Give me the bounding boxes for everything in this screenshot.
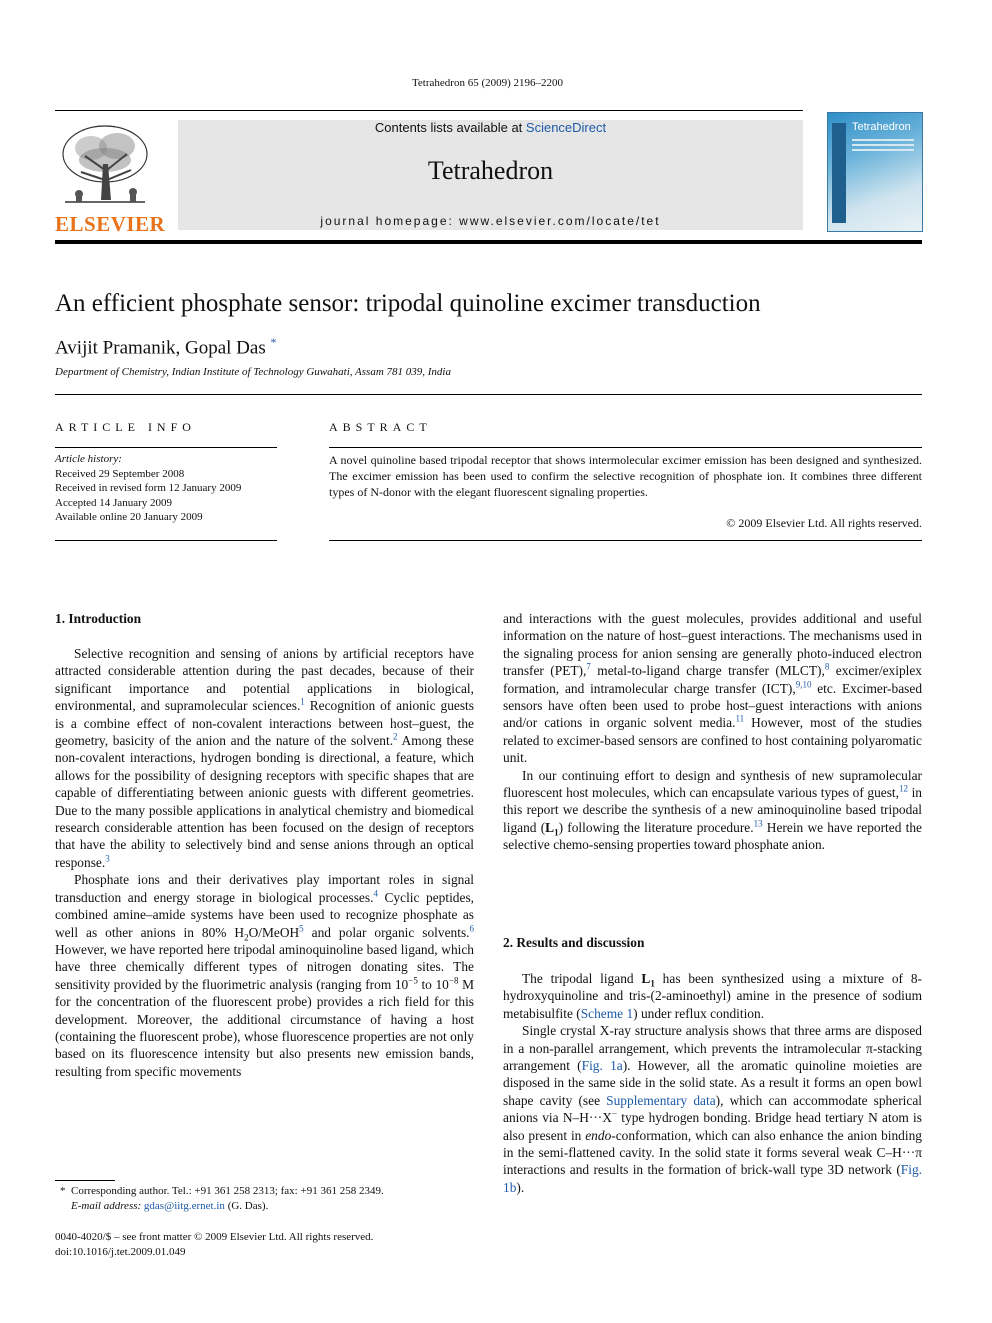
ref-link[interactable]: 11 <box>735 713 745 724</box>
ref-link[interactable]: 13 <box>753 818 763 829</box>
abstract-copyright: © 2009 Elsevier Ltd. All rights reserved. <box>726 516 922 530</box>
issn-line: 0040-4020/$ – see front matter © 2009 Elsevier Ltd. All rights reserved. <box>55 1231 374 1243</box>
email-link[interactable]: gdas@iitg.ernet.in <box>143 1199 225 1212</box>
abstract-rule-bottom <box>329 540 922 541</box>
email-suffix: (G. Das). <box>224 1199 269 1212</box>
tree-icon <box>55 120 155 212</box>
cover-title: Tetrahedron <box>852 121 911 133</box>
section-heading-introduction: 1. Introduction <box>55 611 142 626</box>
article-history <box>55 452 241 525</box>
journal-homepage[interactable]: journal homepage: www.elsevier.com/locate/tet <box>320 214 661 228</box>
results-paragraph-1: The tripodal ligand $L_1$ has been synthesized using a mixture of 8-hydroxyquinoline and tris-(2-aminoethyl) amine in the presence of sodium metabisulfite (Scheme 1) under reflux condition. <box>503 971 922 1021</box>
sciencedirect-link[interactable]: ScienceDirect <box>525 120 607 135</box>
ref-link[interactable]: 4 <box>373 888 378 899</box>
footnote-mark: * <box>60 1185 66 1197</box>
figure-link[interactable]: Fig. 1b <box>503 1162 922 1195</box>
right-column-top <box>503 610 922 854</box>
contents-line <box>178 120 803 135</box>
history-online: Available online 20 January 2009 <box>55 511 203 523</box>
cover-lines <box>852 139 914 141</box>
ref-link[interactable]: 6 <box>469 923 475 934</box>
footnote-rule <box>55 1180 115 1181</box>
elsevier-logo <box>55 120 166 236</box>
history-received: Received 29 September 2008 <box>55 467 185 480</box>
article-info-heading: ARTICLE INFO <box>55 420 196 434</box>
intro-paragraph-4: In our continuing effort to design and synthesis of new supramolecular fluorescent host molecules, which can encapsulate various types of guest,$^{12}$ in this report we describe the synthesis of a new aminoquinoline based tripodal ligand $(L_1)$ following the literature procedure.$^{13}$ Herein we have reported the selective chemo-sensing properties toward phosphate anion. <box>503 767 922 853</box>
front-matter <box>55 1230 373 1259</box>
ref-link[interactable]: 2 <box>393 731 398 742</box>
abstract-rule-top <box>329 447 922 448</box>
article-info-rule-bottom <box>55 540 277 541</box>
ref-link[interactable]: 3 <box>105 853 110 864</box>
right-column-bottom <box>503 970 922 1196</box>
journal-title: Tetrahedron <box>427 156 554 185</box>
article-title: An efficient phosphate sensor: tripodal quinoline excimer transduction <box>55 290 761 317</box>
publisher-wordmark: ELSEVIER <box>55 212 166 236</box>
cover-bar <box>832 123 846 223</box>
scheme-link[interactable]: Scheme 1 <box>580 1005 634 1021</box>
history-label: Article history: <box>55 453 122 465</box>
supplementary-link[interactable]: Supplementary data <box>606 1092 716 1108</box>
corresponding-mark[interactable]: * <box>270 335 277 349</box>
footnote-contact: Corresponding author. Tel.: +91 361 258 2313; fax: +91 361 258 2349. <box>71 1185 384 1197</box>
doi-line[interactable]: doi:10.1016/j.tet.2009.01.049 <box>55 1245 186 1258</box>
ref-link[interactable]: 5 <box>299 923 304 934</box>
history-revised: Received in revised form 12 January 2009 <box>55 482 242 494</box>
journal-banner <box>178 120 803 230</box>
ref-link[interactable]: 1 <box>300 696 305 707</box>
corresponding-footnote <box>60 1184 384 1213</box>
authors <box>55 335 276 359</box>
ref-link[interactable]: 7 <box>586 661 591 672</box>
intro-paragraph-1: Selective recognition and sensing of anions by artificial receptors have attracted considerable attention during the past decades, because of their significant importance and potential applications in biological, environmental, and supramolecular sciences.$^1$ Recognition of anionic guests is a combine effect of non-covalent interactions between host–guest, the geometry, basicity of the anion and the nature of the solvent.$^2$ Among these non-covalent interactions, hydrogen bonding is directional, a feature, which allows for the possibility of designing receptors with specific shapes that are capable of differentiating between anionic guests with different geometries. Due to the many possible applications in analytical chemistry and biomedical research considerable attention has been focused on the design of receptors that have the ability to selectively bind and sense anions through an optical response.$^3$ <box>55 646 474 870</box>
results-paragraph-2: Single crystal X-ray structure analysis shows that three arms are disposed in a non-parallel arrangement, which prevents the intramolecular π-stacking arrangement (Fig. 1a). However, all the aromatic quinoline moieties are disposed in the same side in the solid state. As a result it forms an open bowl shape cavity (see Supplementary data), which can accommodate spherical anions via N–H···X− type hydrogen bonding. Bridge head tertiary N atom is also present in endo-conformation, which can also enhance the anion binding in the semi-flattened cavity. In the solid state it forms several weak C–H···π interactions and results in the formation of brick-wall type 3D network (Fig. 1b). <box>503 1023 922 1195</box>
section-heading-results: 2. Results and discussion <box>503 935 645 950</box>
affiliation: Department of Chemistry, Indian Institute of Technology Guwahati, Assam 781 039, India <box>55 366 451 378</box>
email-label: E-mail address: <box>71 1199 142 1212</box>
intro-paragraph-2: Phosphate ions and their derivatives play important roles in signal transduction and energy storage in biological processes.$^4$ Cyclic peptides, combined amine–amide systems have been used to recognize phosphate as well as other anions in 80% $H_2O/MeOH^5$ and polar organic solvents.$^6$ However, we have reported here tripodal aminoquinoline based ligand, which have three chemically different types of nitrogen donating sites. The sensitivity provided by the fluorimetric analysis (ranging from $10^{-5}$ to $10^{-8}$ M for the concentration of the fluorescent probe) provides a rich field for this development. Moreover, the additional circumstance of having a host (containing the fluorescent probe), whose fluorescence properties are not only based on its fluorescence intensity but also presents new emission bands, resulting from specific movements <box>55 872 475 1079</box>
title-rule <box>55 394 922 395</box>
abstract-heading: ABSTRACT <box>329 420 432 434</box>
left-column <box>55 645 474 1080</box>
figure-link[interactable]: Fig. 1a <box>581 1058 623 1074</box>
ref-link[interactable]: 12 <box>898 783 908 794</box>
journal-cover <box>827 112 923 232</box>
header-thick-rule <box>55 240 922 244</box>
author-names: Avijit Pramanik, Gopal Das <box>55 337 266 359</box>
article-info-rule-top <box>55 447 277 448</box>
ref-link[interactable]: 9,10 <box>795 679 812 690</box>
header-rule <box>55 110 803 111</box>
intro-paragraph-3: and interactions with the guest molecules, provides additional and useful information on the nature of host–guest interactions. The mechanisms used in the signaling process for anion sensing are generally photo-induced electron transfer (PET),$^7$ metal-to-ligand charge transfer (MLCT),$^8$ excimer/exiplex formation, and intramolecular charge transfer (ICT),$^{9,10}$ etc. Excimer-based sensors have often been used to probe host–guest interactions with anions and/or cations in organic solvent media.$^{11}$ However, most of the studies related to excimer-based sensors are confined to host containing polyaromatic unit. <box>503 611 923 766</box>
journal-citation: Tetrahedron 65 (2009) 2196–2200 <box>411 77 564 89</box>
contents-prefix: Contents lists available at <box>374 120 526 135</box>
ref-link[interactable]: 8 <box>824 661 830 672</box>
history-accepted: Accepted 14 January 2009 <box>55 496 172 509</box>
abstract-text: A novel quinoline based tripodal receptor that shows intermolecular excimer emission has been designed and synthesized. The excimer emission has been used to confirm the selective recognition of phosphate ion. It combines three different types of N-donor with the elegant fluorescent signaling properties. <box>329 453 922 499</box>
